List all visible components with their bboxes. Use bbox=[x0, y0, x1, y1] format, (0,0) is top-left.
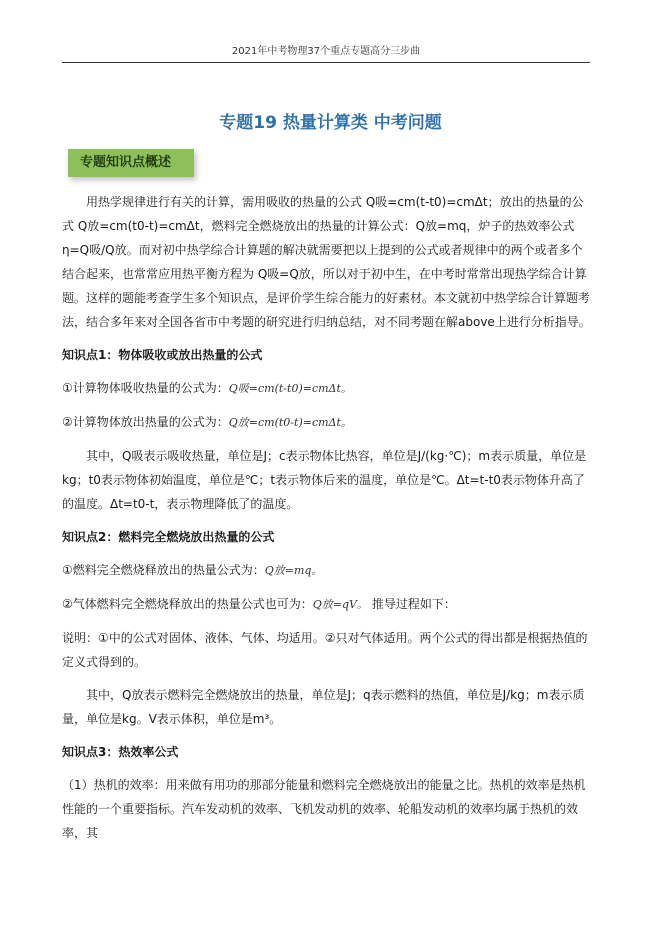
k2-item-2-formula: Q放=qV。 bbox=[312, 598, 368, 611]
intro-paragraph: 用热学规律进行有关的计算，需用吸收的热量的公式 Q吸=cm(t-t0)=cmΔt；放出的热量的公式 Q放=cm(t0-t)=cmΔt，燃料完全燃烧放出的热量的计算公式：Q放=mq，炉子的热效率公式 η=Q吸/Q放。而对初中热学综合计算题的解决就需要把以上提到的公式或者规律中的两个或者多个结合起来，也常常应用热平衡方程为 Q吸=Q放，所以对于初中生，在中考时常常出现热学综合计算题。这样的题能考查学生多个知识点，是评价学生综合能力的好素材。本文就初中热学综合计算题考法，结合多年来对全国各省市中考题的研究进行归纳总结，对不同考题在解above上进行分析指导。 bbox=[62, 195, 591, 329]
k1-item-1-prefix: ①计算物体吸收热量的公式为： bbox=[62, 381, 229, 395]
document-title: 专题19 热量计算类 中考问题 bbox=[219, 113, 442, 133]
k1-item-1 bbox=[62, 376, 592, 401]
k2-item-1-prefix: ①燃料完全燃烧释放出的热量公式为： bbox=[62, 563, 265, 577]
k1-heading: 知识点1：物体吸收或放出热量的公式 bbox=[62, 348, 263, 362]
k1-item-1-formula: Q吸=cm(t-t0)=cmΔt。 bbox=[228, 382, 352, 395]
k2-item-2-suffix: 推导过程如下： bbox=[371, 597, 456, 611]
k2-item-2 bbox=[62, 592, 592, 617]
running-title: 2021年中考物理37个重点专题高分三步曲 bbox=[231, 46, 421, 57]
k3-paragraph: （1）热机的效率：用来做有用功的那部分能量和燃料完全燃烧放出的能量之比。热机的效率是热机性能的一个重要指标。汽车发动机的效率、飞机发动机的效率、轮船发动机的效率均属于热机的效率，其 bbox=[62, 778, 586, 840]
k1-explanation: 其中，Q吸表示吸收热量，单位是J；c表示物体比热容，单位是J/(kg·℃)；m表示质量，单位是kg；t0表示物体初始温度，单位是℃；t表示物体后来的温度，单位是℃。Δt=t-t0表示物体升高了的温度。Δt=t0-t，表示物理降低了的温度。 bbox=[62, 449, 587, 511]
k2-explanation: 其中，Q放表示燃料完全燃烧放出的热量，单位是J；q表示燃料的热值，单位是J/kg；m表示质量，单位是kg。V表示体积，单位是m³。 bbox=[62, 688, 585, 726]
k1-item-2-formula: Q放=cm(t0-t)=cmΔt。 bbox=[228, 416, 352, 429]
k3-heading: 知识点3：热效率公式 bbox=[62, 745, 179, 759]
document-body bbox=[62, 190, 592, 845]
k2-item-1-formula: Q放=mq。 bbox=[264, 564, 323, 577]
section-banner: 专题知识点概述 bbox=[68, 149, 194, 177]
k2-note: 说明：①中的公式对固体、液体、气体、均适用。②只对气体适用。两个公式的得出都是根据热值的定义式得到的。 bbox=[62, 631, 588, 669]
k2-heading: 知识点2：燃料完全燃烧放出热量的公式 bbox=[62, 530, 275, 544]
running-header bbox=[62, 42, 590, 63]
k2-item-1 bbox=[62, 558, 592, 583]
k1-item-2-prefix: ②计算物体放出热量的公式为： bbox=[62, 415, 229, 429]
k2-item-2-prefix: ②气体燃料完全燃烧释放出的热量公式也可为： bbox=[62, 597, 313, 611]
k1-item-2 bbox=[62, 410, 592, 435]
